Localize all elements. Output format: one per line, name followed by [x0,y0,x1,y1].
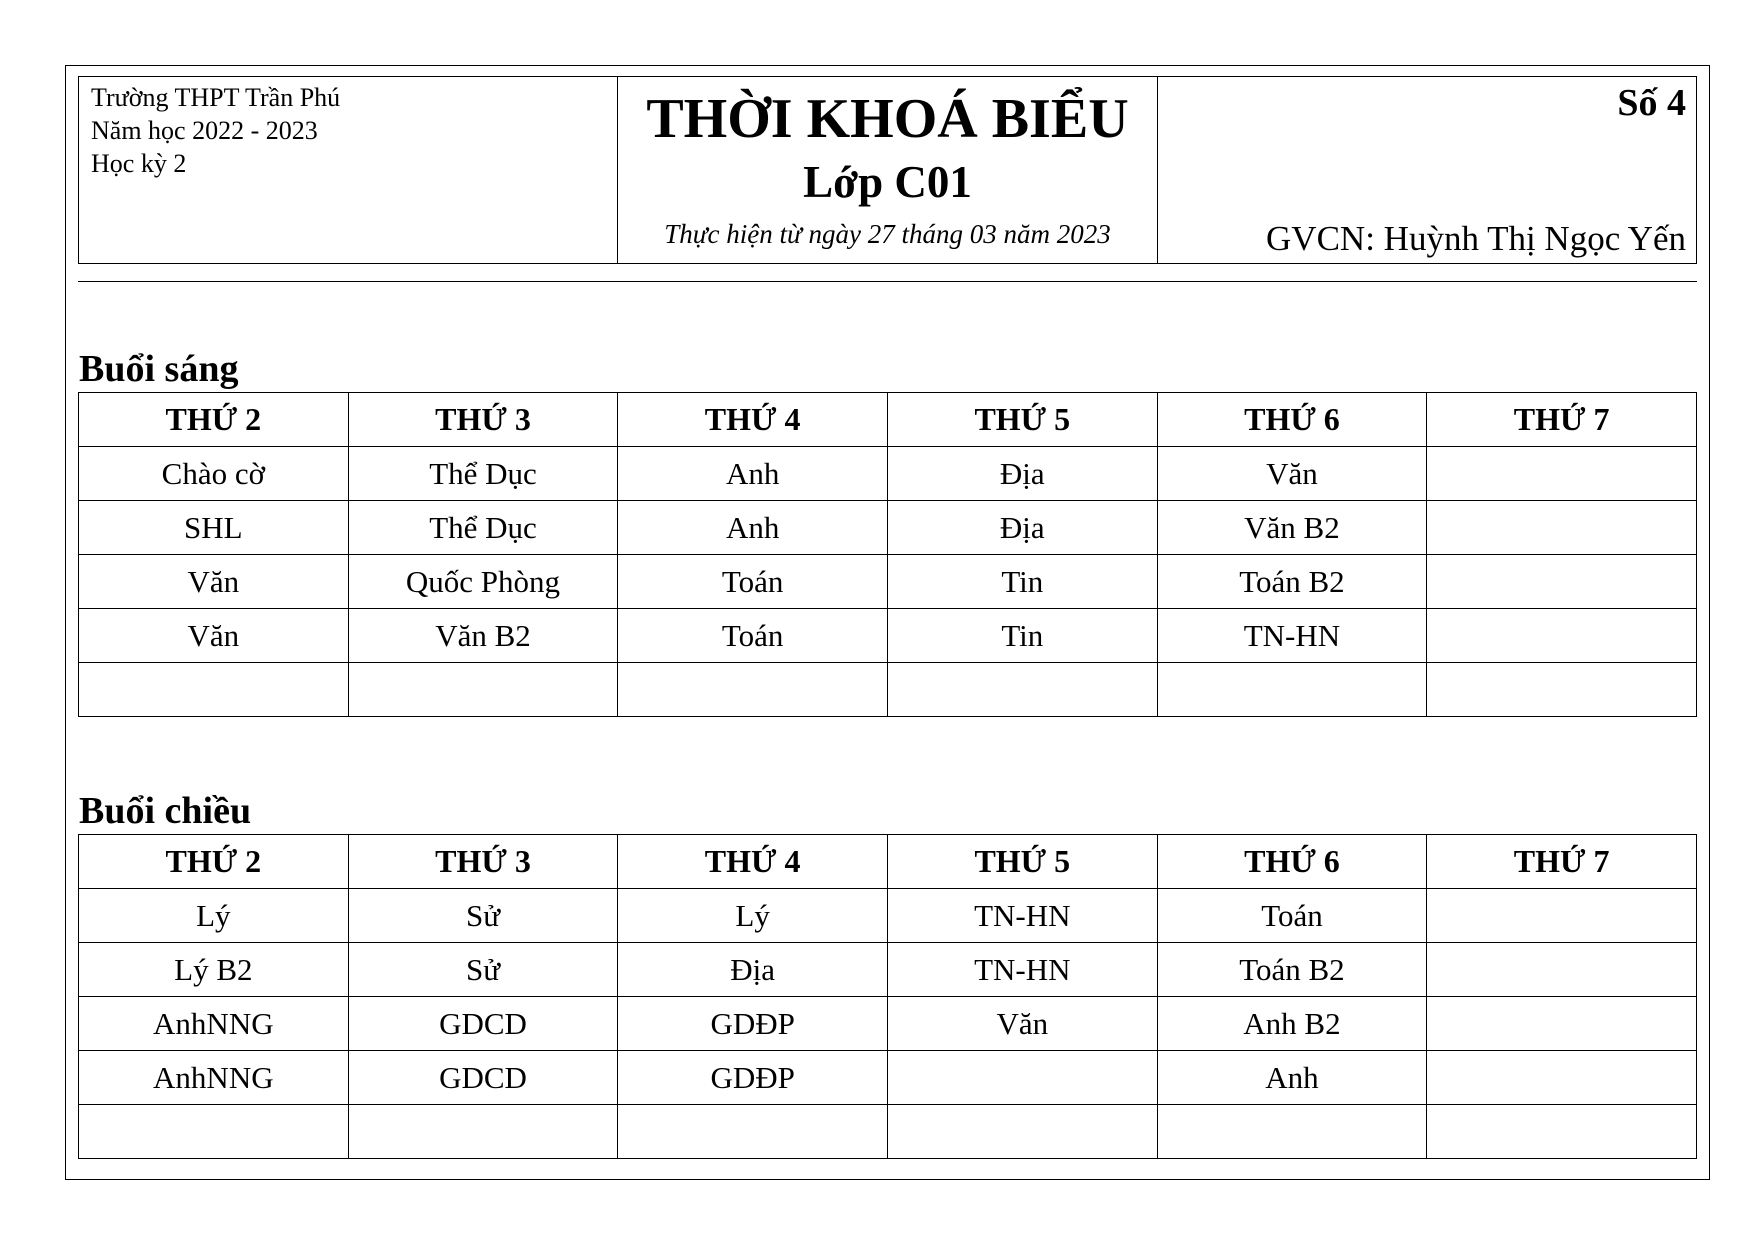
period-cell: Thể Dục [348,447,618,501]
period-cell: Tin [887,609,1157,663]
period-cell [79,663,349,717]
day-header: THỨ 7 [1427,393,1697,447]
period-cell [1427,447,1697,501]
day-header: THỨ 2 [79,835,349,889]
period-cell: Toán B2 [1157,555,1427,609]
period-cell: Anh [618,501,888,555]
period-cell: Anh B2 [1157,997,1427,1051]
table-row [79,997,1697,1051]
day-header: THỨ 3 [348,835,618,889]
page-title: THỜI KHOÁ BIỂU [646,88,1129,150]
morning-session-title: Buổi sáng [79,348,239,390]
table-row [79,447,1697,501]
homeroom-teacher: GVCN: Huỳnh Thị Ngọc Yến [1266,219,1686,258]
day-header: THỨ 5 [887,393,1157,447]
period-cell: Văn B2 [1157,501,1427,555]
period-cell [1427,943,1697,997]
period-cell: Toán B2 [1157,943,1427,997]
afternoon-timetable [78,834,1697,1159]
period-cell [1157,1105,1427,1159]
period-cell [1427,1051,1697,1105]
period-cell: Chào cờ [79,447,349,501]
period-cell: Văn [79,609,349,663]
period-cell: TN-HN [887,889,1157,943]
day-header: THỨ 2 [79,393,349,447]
period-cell: Anh [1157,1051,1427,1105]
doc-info [1158,77,1696,263]
table-row [79,663,1697,717]
doc-number: Số 4 [1617,82,1686,124]
period-cell [618,663,888,717]
effective-date: Thực hiện từ ngày 27 tháng 03 năm 2023 [664,219,1111,249]
period-cell: TN-HN [887,943,1157,997]
period-cell: Toán [618,555,888,609]
table-row [79,501,1697,555]
period-cell [79,1105,349,1159]
table-row [79,889,1697,943]
period-cell [1427,889,1697,943]
day-header: THỨ 5 [887,835,1157,889]
period-cell: Toán [1157,889,1427,943]
school-info [79,77,618,263]
day-header: THỨ 7 [1427,835,1697,889]
period-cell: GDĐP [618,997,888,1051]
period-cell: Địa [887,501,1157,555]
period-cell: AnhNNG [79,1051,349,1105]
period-cell: SHL [79,501,349,555]
afternoon-session-title: Buổi chiều [79,790,252,832]
period-cell: Lý B2 [79,943,349,997]
semester: Học kỳ 2 [91,149,187,178]
period-cell: Lý [79,889,349,943]
period-cell [1427,609,1697,663]
school-name: Trường THPT Trần Phú [91,83,341,112]
period-cell [1427,1105,1697,1159]
table-row [79,1105,1697,1159]
morning-timetable [78,392,1697,717]
header-divider [78,281,1697,282]
period-cell: Quốc Phòng [348,555,618,609]
table-header-row [79,393,1697,447]
period-cell [1427,663,1697,717]
period-cell: Tin [887,555,1157,609]
table-row [79,555,1697,609]
period-cell [887,1051,1157,1105]
period-cell [887,1105,1157,1159]
period-cell: Lý [618,889,888,943]
table-row [79,943,1697,997]
period-cell [1157,663,1427,717]
period-cell [1427,555,1697,609]
period-cell: Địa [618,943,888,997]
period-cell: Văn B2 [348,609,618,663]
period-cell [887,663,1157,717]
period-cell: TN-HN [1157,609,1427,663]
title-block [618,77,1158,263]
table-row [79,609,1697,663]
day-header: THỨ 6 [1157,393,1427,447]
period-cell: Địa [887,447,1157,501]
period-cell [348,1105,618,1159]
period-cell [348,663,618,717]
period-cell [618,1105,888,1159]
table-row [79,1051,1697,1105]
class-name: Lớp C01 [803,157,972,207]
period-cell [1427,501,1697,555]
period-cell: Văn [79,555,349,609]
period-cell: Sử [348,943,618,997]
period-cell [1427,997,1697,1051]
period-cell: GDĐP [618,1051,888,1105]
day-header: THỨ 6 [1157,835,1427,889]
period-cell: GDCD [348,1051,618,1105]
period-cell: AnhNNG [79,997,349,1051]
timetable-header [78,76,1697,264]
period-cell: Sử [348,889,618,943]
period-cell: Anh [618,447,888,501]
school-year: Năm học 2022 - 2023 [91,116,318,145]
day-header: THỨ 4 [618,835,888,889]
day-header: THỨ 4 [618,393,888,447]
period-cell: Văn [1157,447,1427,501]
period-cell: Toán [618,609,888,663]
day-header: THỨ 3 [348,393,618,447]
period-cell: Văn [887,997,1157,1051]
period-cell: GDCD [348,997,618,1051]
period-cell: Thể Dục [348,501,618,555]
table-header-row [79,835,1697,889]
